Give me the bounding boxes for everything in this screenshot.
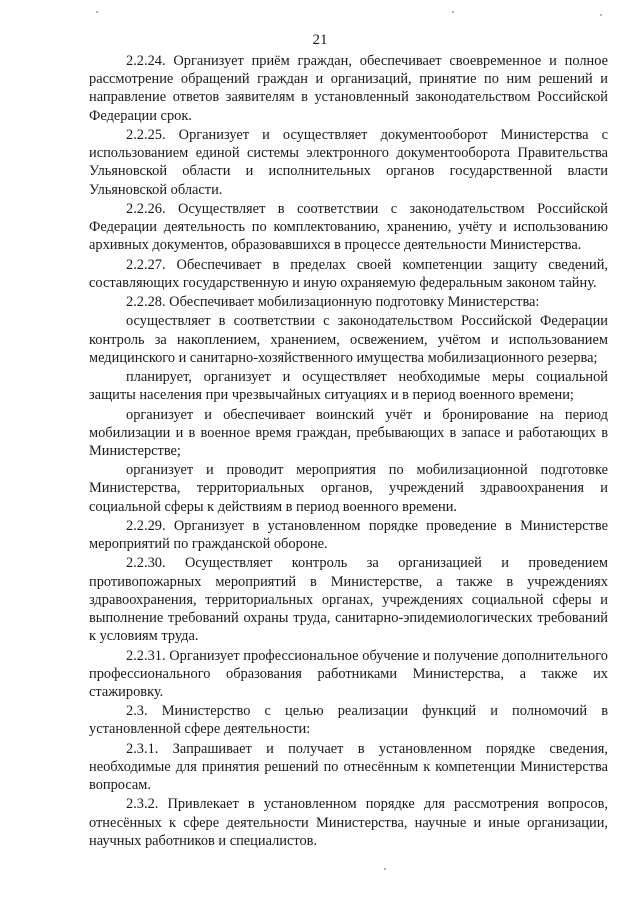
paragraph-2-2-24: 2.2.24. Организует приём граждан, обеспечивает своевременное и полное рассмотрение обращений граждан и организаций, принятие по ним решений и направление ответов заявителям в установленный законодательством Российской Федерации срок. (89, 53, 608, 124)
paragraph-2-2-25: 2.2.25. Организует и осуществляет документооборот Министерства с использованием единой системы электронного документооборота Правительства Ульяновской области и исполнительных органов государственной власти Ульяновской области. (89, 126, 608, 198)
paragraph-2-2-28-item-2: планирует, организует и осуществляет необходимые меры социальной защиты населения при чрезвычайных ситуациях и в период военного времени; (89, 369, 608, 404)
page-number: 21 (312, 32, 328, 48)
paragraph-2-2-26: 2.2.26. Осуществляет в соответствии с законодательством Российской Федерации деятельность по комплектованию, хранению, учёту и использованию архивных документов, образовавшихся в процессе деятельности Министерства. (89, 200, 608, 254)
scan-speck (384, 868, 386, 870)
paragraph-2-2-27: 2.2.27. Обеспечивает в пределах своей компетенции защиту сведений, составляющих государственную и иную охраняемую федеральным законом тайну. (89, 256, 608, 291)
scan-speck (600, 14, 602, 16)
paragraph-2-3-1: 2.3.1. Запрашивает и получает в установленном порядке сведения, необходимые для принятия решений по отнесённым к компетенции Министерства вопросам. (89, 740, 608, 794)
paragraph-2-2-28-item-1: осуществляет в соответствии с законодательством Российской Федерации контроль за накоплением, хранением, освежением, учётом и использованием медицинского и санитарно-хозяйственного имущества мобилизационного резерва; (89, 313, 608, 366)
paragraph-2-3: 2.3. Министерство с целью реализации функций и полномочий в установленной сфере деятельности: (89, 703, 608, 738)
paragraph-2-2-28-item-4: организует и проводит мероприятия по мобилизационной подготовке Министерства, территориальных органов, учреждений здравоохранения и социальной сферы к действиям в период военного времени. (89, 462, 608, 515)
paragraph-2-2-31: 2.2.31. Организует профессиональное обучение и получение дополнительного профессионального образования работниками Министерства, а также их стажировку. (89, 647, 608, 700)
paragraph-2-2-29: 2.2.29. Организует в установленном порядке проведение в Министерстве мероприятий по гражданской обороне. (89, 517, 608, 553)
paragraph-2-2-28-item-3: организует и обеспечивает воинский учёт и бронирование на период мобилизации и в военное время граждан, пребывающих в запасе и работающих в Министерстве; (89, 406, 608, 459)
scan-speck (96, 11, 98, 13)
paragraph-2-2-30: 2.2.30. Осуществляет контроль за организацией и проведением противопожарных мероприятий в Министерстве, а также в учреждениях здравоохранения, территориальных органах, учреждениях социальной сферы и выполнение требований охраны труда, санитарно-эпидемиологических требований к условиям труда. (89, 555, 608, 645)
document-body (89, 52, 608, 851)
scan-speck (452, 11, 454, 13)
paragraph-2-3-2: 2.3.2. Привлекает в установленном порядке для рассмотрения вопросов, отнесённых к сфере деятельности Министерства, научные и иные организации, научных работников и специалистов. (89, 796, 608, 849)
paragraph-2-2-28: 2.2.28. Обеспечивает мобилизационную подготовку Министерства: (126, 294, 540, 311)
